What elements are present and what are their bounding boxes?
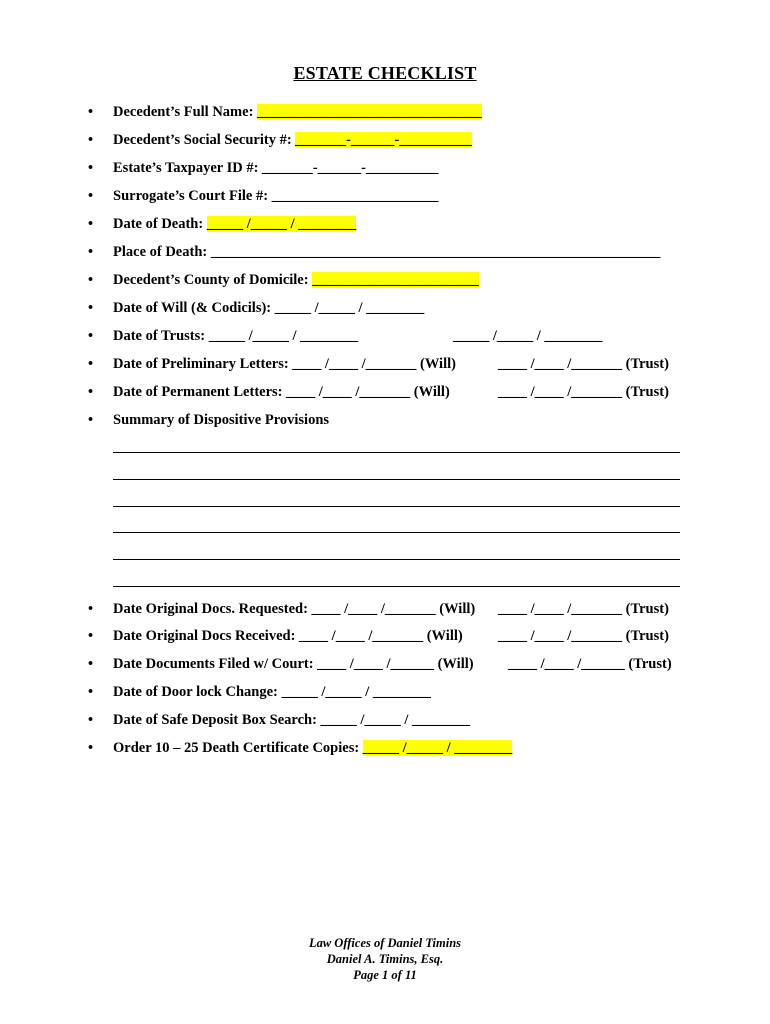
item-label: Summary of Dispositive Provisions [113, 412, 330, 428]
item-door-lock-change [88, 684, 431, 701]
date-of-death-field[interactable]: _____ /_____ / ________ [206, 216, 357, 232]
item-docs-received [88, 628, 463, 645]
item-label: Estate’s Taxpayer ID #: _______-______-__________ [113, 160, 439, 176]
permanent-letters-trust: ____ /____ /_______ (Trust) [498, 384, 669, 400]
item-death-certificates [88, 740, 512, 757]
item-label: Decedent’s County of Domicile: [113, 272, 313, 288]
summary-line[interactable] [113, 506, 680, 507]
item-label: Date of Death: [113, 216, 207, 232]
bullet: • [88, 412, 94, 428]
bullet: • [88, 272, 94, 288]
page-footer [0, 935, 770, 983]
item-label: Date of Will (& Codicils): _____ /_____ / ________ [113, 300, 425, 316]
bullet: • [88, 188, 94, 204]
item-county-of-domicile [88, 272, 479, 289]
summary-line[interactable] [113, 586, 680, 587]
bullet: • [88, 628, 94, 644]
bullet: • [88, 384, 94, 400]
footer-firm: Law Offices of Daniel Timins [308, 936, 462, 950]
bullet: • [88, 656, 94, 672]
item-label: Decedent’s Social Security #: [113, 132, 296, 148]
bullet: • [88, 328, 94, 344]
bullet: • [88, 132, 94, 148]
summary-line[interactable] [113, 452, 680, 453]
bullet: • [88, 684, 94, 700]
page-title: ESTATE CHECKLIST [293, 63, 477, 83]
item-label: Decedent’s Full Name: [113, 104, 258, 120]
item-label: Surrogate’s Court File #: _______________________ [113, 188, 439, 204]
preliminary-letters-trust: ____ /____ /_______ (Trust) [498, 356, 669, 372]
bullet: • [88, 740, 94, 756]
item-label: Date Original Docs Received: ____ /____ /_______ (Will) [113, 628, 463, 644]
trusts-second-date: _____ /_____ / ________ [453, 328, 603, 344]
bullet: • [88, 244, 94, 260]
item-documents-filed [88, 656, 474, 673]
bullet: • [88, 104, 94, 120]
summary-line[interactable] [113, 532, 680, 533]
item-social-security [88, 132, 472, 149]
item-date-of-will [88, 300, 424, 317]
item-label: Date of Safe Deposit Box Search: _____ /_____ / ________ [113, 712, 470, 728]
footer-page-number: Page 1 of 11 [353, 968, 417, 982]
county-field[interactable]: _______________________ [312, 272, 479, 288]
item-date-of-trusts [88, 328, 358, 345]
bullet: • [88, 216, 94, 232]
ssn-field[interactable]: _______-______-__________ [295, 132, 472, 148]
item-court-file [88, 188, 438, 205]
item-place-of-death [88, 244, 660, 261]
documents-filed-trust: ____ /____ /______ (Trust) [508, 656, 672, 672]
death-certificates-field[interactable]: _____ /_____ / ________ [362, 740, 513, 756]
summary-line[interactable] [113, 559, 680, 560]
item-label: Date of Preliminary Letters: ____ /____ /_______ (Will) [113, 356, 456, 372]
item-label: Date of Door lock Change: _____ /_____ / ________ [113, 684, 431, 700]
item-label: Date of Trusts: _____ /_____ / ________ [113, 328, 359, 344]
footer-attorney: Daniel A. Timins, Esq. [326, 952, 444, 966]
bullet: • [88, 712, 94, 728]
item-label: Order 10 – 25 Death Certificate Copies: [113, 740, 363, 756]
item-summary-provisions [88, 412, 329, 429]
summary-line[interactable] [113, 479, 680, 480]
item-docs-requested [88, 601, 475, 618]
item-label: Place of Death: ______________________________________________________________ [113, 244, 661, 260]
bullet: • [88, 601, 94, 617]
item-decedent-full-name [88, 104, 482, 121]
full-name-field[interactable]: _______________________________ [257, 104, 482, 120]
item-safe-deposit-search [88, 712, 470, 729]
item-label: Date Original Docs. Requested: ____ /____ /_______ (Will) [113, 601, 476, 617]
item-preliminary-letters [88, 356, 456, 373]
docs-received-trust: ____ /____ /_______ (Trust) [498, 628, 669, 644]
bullet: • [88, 356, 94, 372]
item-taxpayer-id [88, 160, 438, 177]
item-label: Date Documents Filed w/ Court: ____ /____ /______ (Will) [113, 656, 474, 672]
item-permanent-letters [88, 384, 450, 401]
item-date-of-death [88, 216, 356, 233]
item-label: Date of Permanent Letters: ____ /____ /_______ (Will) [113, 384, 450, 400]
docs-requested-trust: ____ /____ /_______ (Trust) [498, 601, 669, 617]
bullet: • [88, 160, 94, 176]
bullet: • [88, 300, 94, 316]
